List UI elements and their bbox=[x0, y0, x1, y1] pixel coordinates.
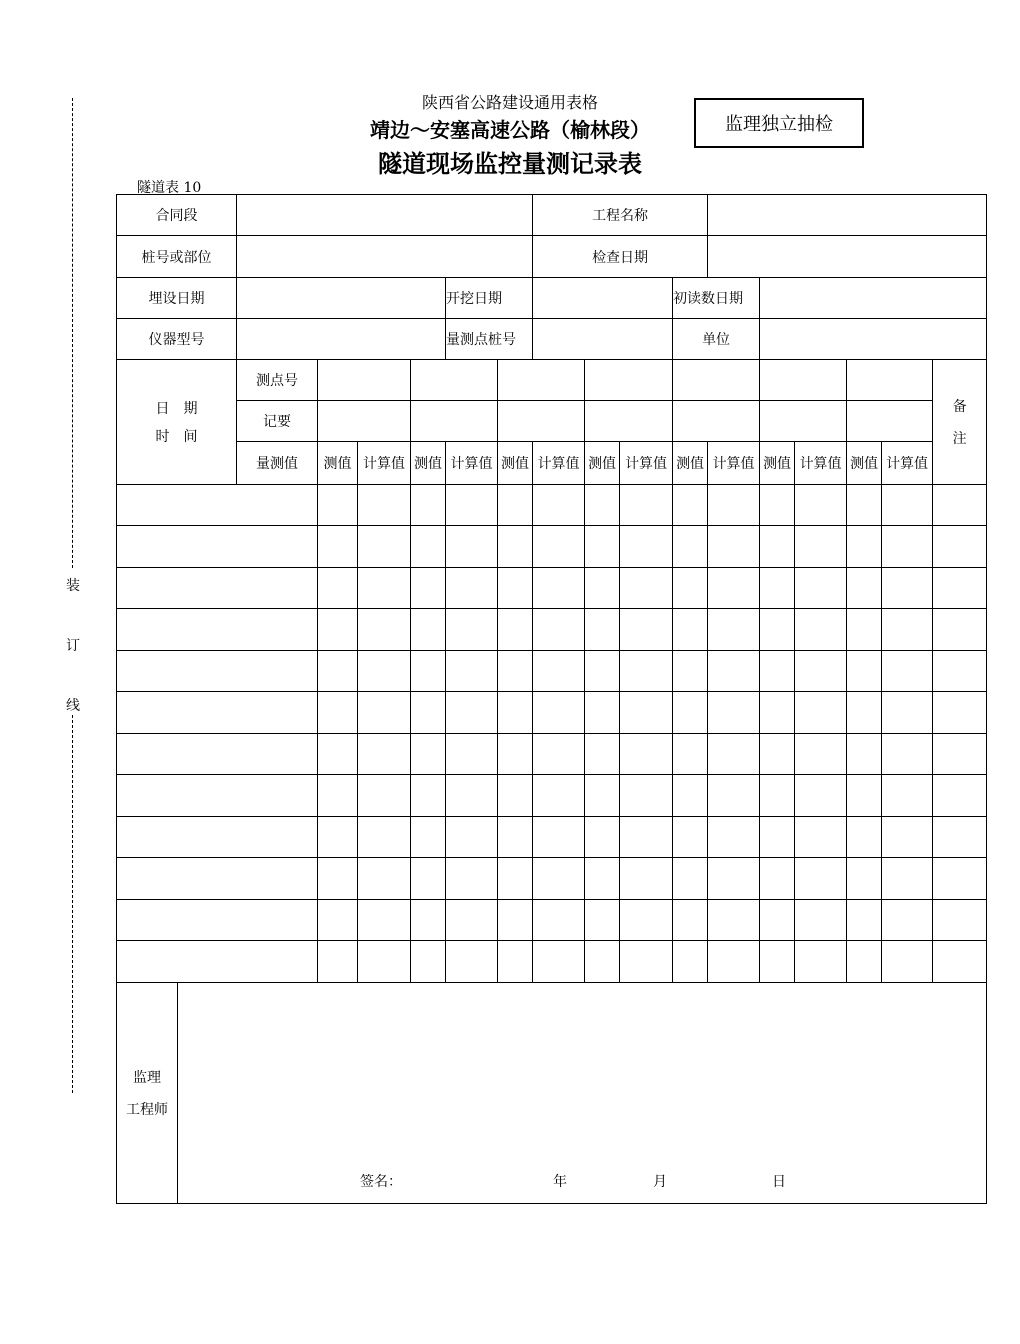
notes-cell[interactable] bbox=[498, 401, 585, 442]
measured-value-cell[interactable] bbox=[760, 609, 795, 651]
measured-value-cell[interactable] bbox=[318, 609, 358, 651]
remark-cell[interactable] bbox=[933, 858, 987, 900]
measured-value-cell[interactable] bbox=[673, 775, 708, 817]
calculated-value-cell[interactable] bbox=[708, 609, 760, 651]
calculated-value-cell[interactable] bbox=[620, 775, 673, 817]
measured-value-cell[interactable] bbox=[760, 941, 795, 983]
project-name-label: 工程名称 bbox=[533, 195, 708, 236]
table-row bbox=[117, 526, 987, 568]
notes-cell[interactable] bbox=[847, 401, 933, 442]
calculated-value-cell[interactable] bbox=[708, 941, 760, 983]
measured-value-cell[interactable] bbox=[498, 775, 533, 817]
measured-value-cell[interactable] bbox=[847, 692, 882, 734]
measured-value-cell[interactable] bbox=[673, 941, 708, 983]
calculated-value-cell[interactable] bbox=[446, 650, 498, 692]
calculated-value-cell[interactable] bbox=[446, 567, 498, 609]
calculated-value-cell[interactable] bbox=[533, 567, 585, 609]
table-row bbox=[117, 567, 987, 609]
calculated-value-cell[interactable] bbox=[358, 775, 411, 817]
calculated-value-cell[interactable] bbox=[533, 733, 585, 775]
calculated-col-header: 计算值 bbox=[795, 442, 847, 485]
calculated-value-cell[interactable] bbox=[533, 692, 585, 734]
point-no-cell[interactable] bbox=[318, 360, 411, 401]
calculated-value-cell[interactable] bbox=[882, 609, 933, 651]
calculated-value-cell[interactable] bbox=[446, 899, 498, 941]
month-label: 月 bbox=[653, 1173, 667, 1190]
calculated-value-cell[interactable] bbox=[446, 858, 498, 900]
calculated-value-cell[interactable] bbox=[708, 485, 760, 526]
measured-value-cell[interactable] bbox=[847, 733, 882, 775]
calculated-value-cell[interactable] bbox=[708, 858, 760, 900]
remark-cell[interactable] bbox=[933, 816, 987, 858]
date-label: 日 期 bbox=[155, 401, 198, 417]
calculated-value-cell[interactable] bbox=[358, 692, 411, 734]
calculated-value-cell[interactable] bbox=[446, 733, 498, 775]
calculated-value-cell[interactable] bbox=[882, 567, 933, 609]
remark-cell[interactable] bbox=[933, 526, 987, 568]
measured-col-header: 测值 bbox=[411, 442, 446, 485]
calculated-value-cell[interactable] bbox=[533, 609, 585, 651]
calculated-value-cell[interactable] bbox=[708, 650, 760, 692]
calculated-value-cell[interactable] bbox=[795, 858, 847, 900]
excavation-date-field[interactable] bbox=[533, 278, 673, 319]
notes-cell[interactable] bbox=[760, 401, 847, 442]
measured-value-cell[interactable] bbox=[673, 485, 708, 526]
measured-value-cell[interactable] bbox=[673, 609, 708, 651]
measured-value-cell[interactable] bbox=[498, 526, 533, 568]
supervisor-signature-area[interactable] bbox=[178, 982, 987, 1203]
table-row bbox=[117, 858, 987, 900]
calculated-value-cell[interactable] bbox=[882, 526, 933, 568]
calculated-value-cell[interactable] bbox=[446, 816, 498, 858]
datetime-cell[interactable] bbox=[117, 733, 318, 775]
measured-value-cell[interactable] bbox=[498, 692, 533, 734]
measured-value-cell[interactable] bbox=[585, 692, 620, 734]
calculated-value-cell[interactable] bbox=[795, 775, 847, 817]
measured-value-cell[interactable] bbox=[318, 567, 358, 609]
measured-value-cell[interactable] bbox=[673, 567, 708, 609]
calculated-value-cell[interactable] bbox=[358, 733, 411, 775]
measured-value-cell[interactable] bbox=[847, 609, 882, 651]
page-title: 隧道现场监控量测记录表 bbox=[378, 150, 642, 178]
measured-value-cell[interactable] bbox=[585, 941, 620, 983]
measured-value-cell[interactable] bbox=[411, 526, 446, 568]
calculated-value-cell[interactable] bbox=[358, 899, 411, 941]
measured-value-cell[interactable] bbox=[847, 941, 882, 983]
remark-cell[interactable] bbox=[933, 733, 987, 775]
calculated-value-cell[interactable] bbox=[708, 567, 760, 609]
measured-value-cell[interactable] bbox=[498, 816, 533, 858]
remark-cell[interactable] bbox=[933, 609, 987, 651]
check-date-field[interactable] bbox=[708, 236, 987, 278]
calculated-value-cell[interactable] bbox=[882, 485, 933, 526]
unit-label: 单位 bbox=[673, 319, 760, 360]
point-no-label: 测点号 bbox=[237, 360, 318, 401]
calculated-value-cell[interactable] bbox=[620, 858, 673, 900]
remarks-header bbox=[933, 360, 987, 485]
remark-char-1: 备 bbox=[952, 399, 967, 415]
calculated-value-cell[interactable] bbox=[795, 733, 847, 775]
calculated-value-cell[interactable] bbox=[795, 650, 847, 692]
remark-cell[interactable] bbox=[933, 650, 987, 692]
calculated-value-cell[interactable] bbox=[446, 526, 498, 568]
notes-cell[interactable] bbox=[411, 401, 498, 442]
calculated-value-cell[interactable] bbox=[620, 733, 673, 775]
initial-reading-date-field[interactable] bbox=[760, 278, 987, 319]
datetime-cell[interactable] bbox=[117, 775, 318, 817]
measured-value-cell[interactable] bbox=[411, 941, 446, 983]
measured-col-header: 测值 bbox=[585, 442, 620, 485]
measured-value-cell[interactable] bbox=[498, 650, 533, 692]
measured-col-header: 测值 bbox=[847, 442, 882, 485]
table-row bbox=[117, 941, 987, 983]
measured-value-cell[interactable] bbox=[585, 650, 620, 692]
measured-value-cell[interactable] bbox=[318, 941, 358, 983]
calculated-value-cell[interactable] bbox=[620, 650, 673, 692]
calculated-value-cell[interactable] bbox=[446, 692, 498, 734]
calculated-value-cell[interactable] bbox=[358, 858, 411, 900]
contract-field[interactable] bbox=[237, 195, 533, 236]
datetime-cell[interactable] bbox=[117, 692, 318, 734]
instrument-model-field[interactable] bbox=[237, 319, 446, 360]
datetime-cell[interactable] bbox=[117, 526, 318, 568]
remark-cell[interactable] bbox=[933, 485, 987, 526]
measured-value-cell[interactable] bbox=[585, 567, 620, 609]
measured-value-cell[interactable] bbox=[760, 899, 795, 941]
measured-value-cell[interactable] bbox=[318, 485, 358, 526]
point-no-cell[interactable] bbox=[760, 360, 847, 401]
calculated-value-cell[interactable] bbox=[533, 650, 585, 692]
calculated-value-cell[interactable] bbox=[882, 941, 933, 983]
contract-label: 合同段 bbox=[117, 195, 237, 236]
remark-char-2: 注 bbox=[952, 431, 967, 447]
calculated-value-cell[interactable] bbox=[620, 941, 673, 983]
remark-cell[interactable] bbox=[933, 899, 987, 941]
calculated-value-cell[interactable] bbox=[533, 941, 585, 983]
binding-char-1: 装 bbox=[66, 578, 80, 594]
calculated-value-cell[interactable] bbox=[708, 733, 760, 775]
table-number: 隧道表 10 bbox=[137, 180, 202, 196]
point-no-cell[interactable] bbox=[411, 360, 498, 401]
notes-cell[interactable] bbox=[318, 401, 411, 442]
measured-value-cell[interactable] bbox=[673, 816, 708, 858]
datetime-cell[interactable] bbox=[117, 567, 318, 609]
notes-cell[interactable] bbox=[673, 401, 760, 442]
measured-value-cell[interactable] bbox=[318, 775, 358, 817]
measured-value-cell[interactable] bbox=[585, 526, 620, 568]
remark-cell[interactable] bbox=[933, 567, 987, 609]
calculated-col-header: 计算值 bbox=[708, 442, 760, 485]
inspection-stamp bbox=[694, 98, 864, 148]
time-label: 时 间 bbox=[155, 429, 198, 445]
point-no-cell[interactable] bbox=[673, 360, 760, 401]
measured-value-cell[interactable] bbox=[411, 650, 446, 692]
measured-value-cell[interactable] bbox=[847, 899, 882, 941]
table-row bbox=[117, 816, 987, 858]
measured-value-cell[interactable] bbox=[498, 899, 533, 941]
measured-value-cell[interactable] bbox=[498, 485, 533, 526]
table-row bbox=[117, 775, 987, 817]
bury-date-field[interactable] bbox=[237, 278, 446, 319]
calculated-col-header: 计算值 bbox=[882, 442, 933, 485]
calculated-value-cell[interactable] bbox=[882, 775, 933, 817]
table-row bbox=[117, 609, 987, 651]
calculated-value-cell[interactable] bbox=[708, 816, 760, 858]
point-no-cell[interactable] bbox=[585, 360, 673, 401]
check-date-label: 检查日期 bbox=[533, 236, 708, 278]
calculated-value-cell[interactable] bbox=[795, 485, 847, 526]
calculated-value-cell[interactable] bbox=[882, 858, 933, 900]
calculated-value-cell[interactable] bbox=[620, 485, 673, 526]
calculated-value-cell[interactable] bbox=[620, 526, 673, 568]
measured-col-header: 测值 bbox=[673, 442, 708, 485]
calculated-value-cell[interactable] bbox=[795, 816, 847, 858]
calculated-value-cell[interactable] bbox=[358, 609, 411, 651]
measured-value-cell[interactable] bbox=[411, 899, 446, 941]
measured-value-cell[interactable] bbox=[585, 775, 620, 817]
measured-value-cell[interactable] bbox=[411, 485, 446, 526]
calculated-value-cell[interactable] bbox=[446, 941, 498, 983]
measured-value-cell[interactable] bbox=[673, 858, 708, 900]
datetime-cell[interactable] bbox=[117, 485, 318, 526]
measure-point-station-label: 量测点桩号 bbox=[446, 319, 533, 360]
measured-value-cell[interactable] bbox=[585, 485, 620, 526]
measured-value-cell[interactable] bbox=[318, 733, 358, 775]
calculated-value-cell[interactable] bbox=[882, 816, 933, 858]
remark-cell[interactable] bbox=[933, 692, 987, 734]
supervisor-label-line1: 监理 bbox=[133, 1069, 161, 1086]
measured-value-cell[interactable] bbox=[760, 526, 795, 568]
project-name-field[interactable] bbox=[708, 195, 987, 236]
calculated-value-cell[interactable] bbox=[533, 485, 585, 526]
station-field[interactable] bbox=[237, 236, 533, 278]
table-row bbox=[117, 899, 987, 941]
measured-value-cell[interactable] bbox=[760, 692, 795, 734]
calculated-value-cell[interactable] bbox=[795, 692, 847, 734]
sign-label: 签名： bbox=[360, 1173, 402, 1190]
bury-date-label: 埋设日期 bbox=[117, 278, 237, 319]
stamp-text: 监理独立抽检 bbox=[725, 114, 833, 135]
station-label: 桩号或部位 bbox=[117, 236, 237, 278]
table-row bbox=[117, 733, 987, 775]
datetime-cell[interactable] bbox=[117, 609, 318, 651]
measured-value-label: 量测值 bbox=[237, 442, 318, 485]
initial-reading-date-label: 初读数日期 bbox=[673, 278, 760, 319]
monitoring-record-table bbox=[116, 194, 987, 1204]
datetime-cell[interactable] bbox=[117, 858, 318, 900]
datetime-cell[interactable] bbox=[117, 899, 318, 941]
measure-point-station-field[interactable] bbox=[533, 319, 673, 360]
calculated-value-cell[interactable] bbox=[882, 650, 933, 692]
calculated-value-cell[interactable] bbox=[708, 899, 760, 941]
calculated-value-cell[interactable] bbox=[358, 526, 411, 568]
calculated-value-cell[interactable] bbox=[620, 899, 673, 941]
calculated-value-cell[interactable] bbox=[795, 609, 847, 651]
calculated-value-cell[interactable] bbox=[446, 609, 498, 651]
data-rows bbox=[117, 485, 987, 983]
calculated-value-cell[interactable] bbox=[620, 567, 673, 609]
measured-value-cell[interactable] bbox=[318, 692, 358, 734]
measured-col-header: 测值 bbox=[760, 442, 795, 485]
measured-value-cell[interactable] bbox=[411, 692, 446, 734]
measured-value-cell[interactable] bbox=[585, 899, 620, 941]
calculated-value-cell[interactable] bbox=[882, 692, 933, 734]
calculated-value-cell[interactable] bbox=[533, 816, 585, 858]
table-row bbox=[117, 650, 987, 692]
calculated-value-cell[interactable] bbox=[358, 816, 411, 858]
table-row bbox=[117, 692, 987, 734]
measured-value-cell[interactable] bbox=[498, 858, 533, 900]
measured-value-cell[interactable] bbox=[760, 775, 795, 817]
measured-value-cell[interactable] bbox=[760, 650, 795, 692]
calculated-col-header: 计算值 bbox=[358, 442, 411, 485]
point-no-cell[interactable] bbox=[847, 360, 933, 401]
measured-value-cell[interactable] bbox=[673, 650, 708, 692]
measured-value-cell[interactable] bbox=[498, 941, 533, 983]
measured-value-cell[interactable] bbox=[673, 733, 708, 775]
binding-dashed-line-bottom bbox=[72, 715, 73, 1093]
datetime-cell[interactable] bbox=[117, 816, 318, 858]
form-category: 陕西省公路建设通用表格 bbox=[421, 93, 598, 112]
calculated-value-cell[interactable] bbox=[533, 526, 585, 568]
calculated-value-cell[interactable] bbox=[620, 609, 673, 651]
calculated-value-cell[interactable] bbox=[795, 567, 847, 609]
measured-value-cell[interactable] bbox=[673, 526, 708, 568]
supervisor-label bbox=[117, 982, 178, 1203]
calculated-value-cell[interactable] bbox=[533, 858, 585, 900]
measured-value-cell[interactable] bbox=[847, 567, 882, 609]
datetime-cell[interactable] bbox=[117, 650, 318, 692]
calculated-value-cell[interactable] bbox=[708, 775, 760, 817]
calculated-value-cell[interactable] bbox=[358, 567, 411, 609]
measured-value-cell[interactable] bbox=[411, 609, 446, 651]
measured-value-cell[interactable] bbox=[498, 609, 533, 651]
measured-value-cell[interactable] bbox=[411, 816, 446, 858]
calculated-value-cell[interactable] bbox=[795, 899, 847, 941]
notes-label: 记要 bbox=[237, 401, 318, 442]
measured-value-cell[interactable] bbox=[585, 858, 620, 900]
measured-value-cell[interactable] bbox=[498, 567, 533, 609]
calculated-value-cell[interactable] bbox=[882, 899, 933, 941]
measured-value-cell[interactable] bbox=[585, 733, 620, 775]
measured-value-cell[interactable] bbox=[847, 650, 882, 692]
measured-value-cell[interactable] bbox=[847, 816, 882, 858]
calculated-value-cell[interactable] bbox=[533, 775, 585, 817]
measured-value-cell[interactable] bbox=[847, 858, 882, 900]
calculated-value-cell[interactable] bbox=[446, 775, 498, 817]
remark-cell[interactable] bbox=[933, 941, 987, 983]
binding-char-2: 订 bbox=[66, 638, 80, 654]
calculated-value-cell[interactable] bbox=[358, 941, 411, 983]
measured-value-cell[interactable] bbox=[760, 485, 795, 526]
calculated-col-header: 计算值 bbox=[620, 442, 673, 485]
measured-value-cell[interactable] bbox=[411, 733, 446, 775]
datetime-header bbox=[117, 360, 237, 485]
calculated-value-cell[interactable] bbox=[358, 650, 411, 692]
year-label: 年 bbox=[553, 1173, 567, 1190]
measured-value-cell[interactable] bbox=[318, 526, 358, 568]
measured-col-header: 测值 bbox=[318, 442, 358, 485]
measured-value-cell[interactable] bbox=[760, 567, 795, 609]
supervisor-label-line2: 工程师 bbox=[126, 1101, 168, 1118]
calculated-value-cell[interactable] bbox=[708, 526, 760, 568]
measured-value-cell[interactable] bbox=[760, 733, 795, 775]
measured-value-cell[interactable] bbox=[411, 567, 446, 609]
measured-value-cell[interactable] bbox=[411, 858, 446, 900]
measured-value-cell[interactable] bbox=[847, 526, 882, 568]
calculated-value-cell[interactable] bbox=[620, 816, 673, 858]
point-no-cell[interactable] bbox=[498, 360, 585, 401]
calculated-value-cell[interactable] bbox=[533, 899, 585, 941]
measured-value-cell[interactable] bbox=[847, 485, 882, 526]
project-name-heading: 靖边～安塞高速公路（榆林段） bbox=[370, 118, 650, 142]
table-row bbox=[117, 485, 987, 526]
notes-cell[interactable] bbox=[585, 401, 673, 442]
day-label: 日 bbox=[772, 1173, 786, 1190]
measured-value-cell[interactable] bbox=[318, 899, 358, 941]
measured-value-cell[interactable] bbox=[673, 692, 708, 734]
calculated-value-cell[interactable] bbox=[795, 941, 847, 983]
measured-value-cell[interactable] bbox=[760, 858, 795, 900]
instrument-model-label: 仪器型号 bbox=[117, 319, 237, 360]
measured-value-cell[interactable] bbox=[318, 650, 358, 692]
calculated-value-cell[interactable] bbox=[446, 485, 498, 526]
calculated-value-cell[interactable] bbox=[882, 733, 933, 775]
measured-value-cell[interactable] bbox=[847, 775, 882, 817]
binding-char-3: 线 bbox=[66, 698, 80, 714]
measured-col-header: 测值 bbox=[498, 442, 533, 485]
calculated-col-header: 计算值 bbox=[533, 442, 585, 485]
measured-value-cell[interactable] bbox=[673, 899, 708, 941]
calculated-value-cell[interactable] bbox=[620, 692, 673, 734]
calculated-col-header: 计算值 bbox=[446, 442, 498, 485]
measured-value-cell[interactable] bbox=[585, 816, 620, 858]
measured-value-cell[interactable] bbox=[318, 858, 358, 900]
excavation-date-label: 开挖日期 bbox=[446, 278, 533, 319]
remark-cell[interactable] bbox=[933, 775, 987, 817]
calculated-value-cell[interactable] bbox=[708, 692, 760, 734]
measured-value-cell[interactable] bbox=[411, 775, 446, 817]
measured-value-cell[interactable] bbox=[318, 816, 358, 858]
measured-value-cell[interactable] bbox=[498, 733, 533, 775]
datetime-cell[interactable] bbox=[117, 941, 318, 983]
calculated-value-cell[interactable] bbox=[358, 485, 411, 526]
measured-value-cell[interactable] bbox=[760, 816, 795, 858]
calculated-value-cell[interactable] bbox=[795, 526, 847, 568]
measured-value-cell[interactable] bbox=[585, 609, 620, 651]
unit-field[interactable] bbox=[760, 319, 987, 360]
